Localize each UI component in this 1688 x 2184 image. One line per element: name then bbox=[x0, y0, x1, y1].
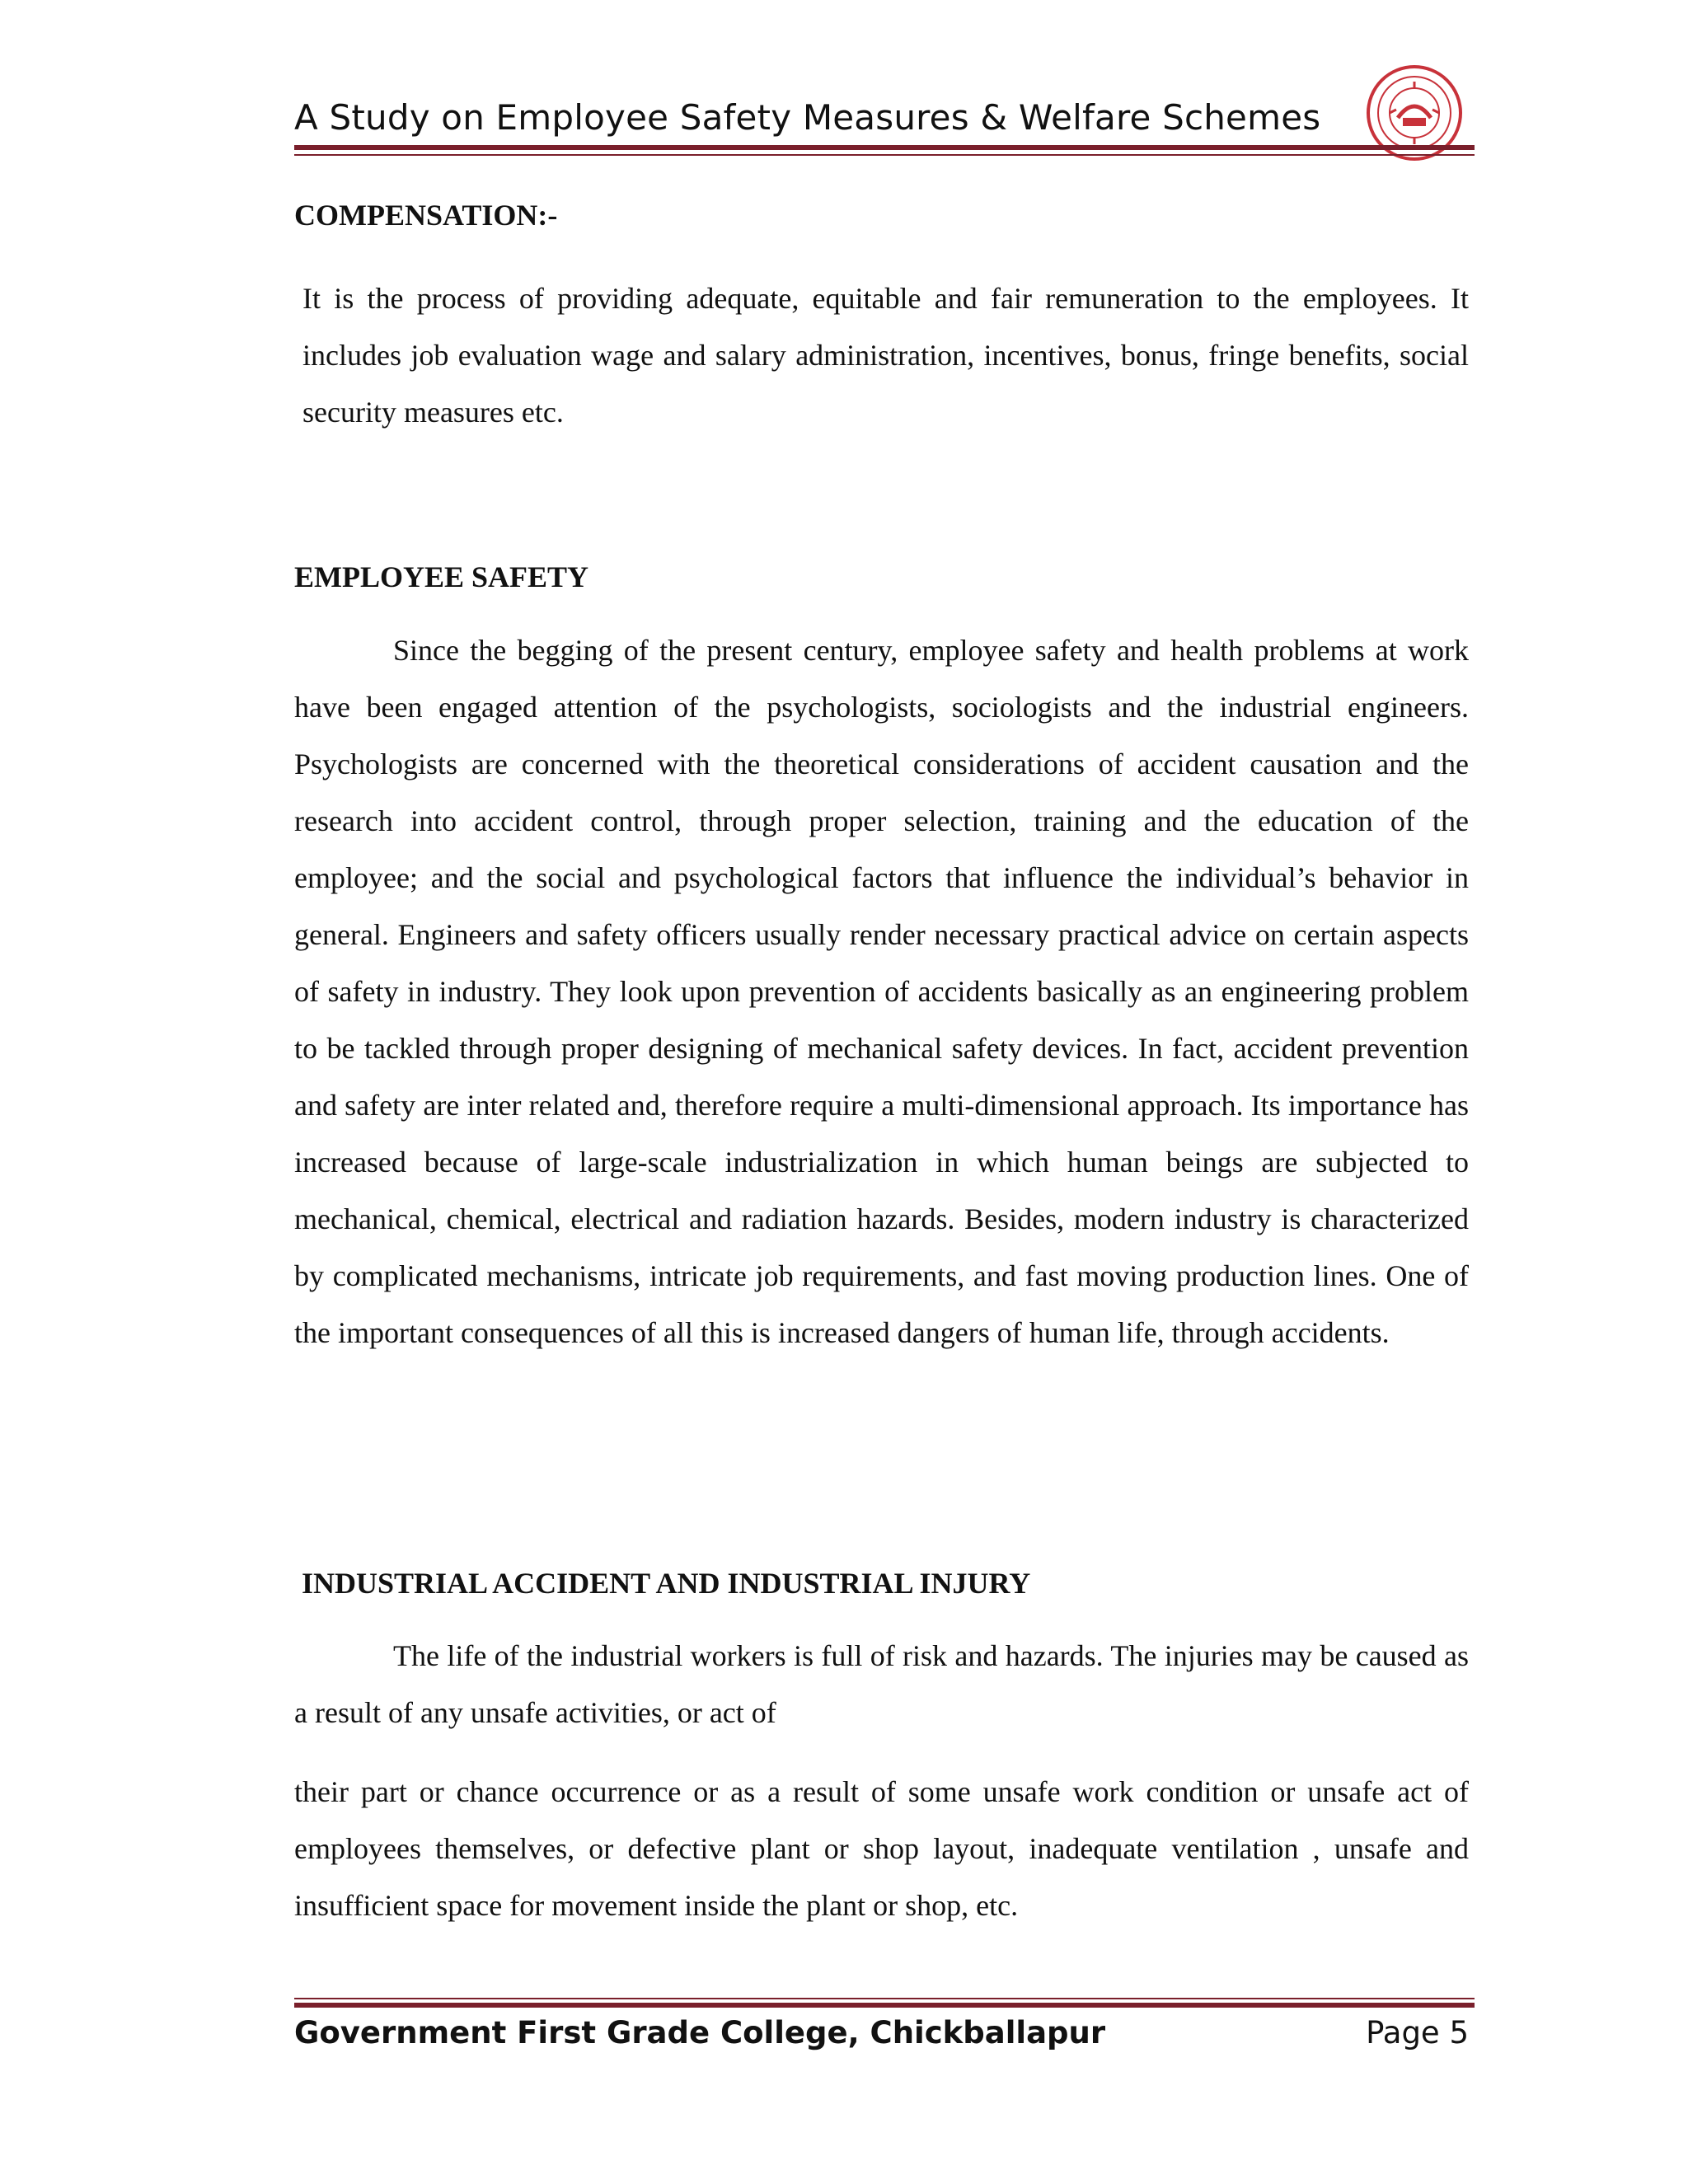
industrial-accident-heading: INDUSTRIAL ACCIDENT AND INDUSTRIAL INJURY bbox=[302, 1567, 1031, 1600]
header-rule-thin bbox=[294, 154, 1475, 156]
footer-page-number: Page 5 bbox=[1366, 2015, 1469, 2050]
compensation-heading: COMPENSATION:- bbox=[294, 199, 558, 232]
footer-college-name: Government First Grade College, Chickballapur bbox=[294, 2015, 1106, 2050]
employee-safety-paragraph: Since the begging of the present century, employee safety and health problems at work have been engaged attention of the psychologists, sociologists and the industrial engineers. Psychologists are concerned with the theoretical considerations of accident causation and the research into accident control, through proper selection, training and the education of the employee; and the social and psychological factors that influence the individual’s behavior in general. Engineers and safety officers usually render necessary practical advice on certain aspects of safety in industry. They look upon prevention of accidents basically as an engineering problem to be tackled through proper designing of mechanical safety devices. In fact, accident prevention and safety are inter related and, therefore require a multi-dimensional approach. Its importance has increased because of large-scale industrialization in which human beings are subjected to mechanical, chemical, electrical and radiation hazards. Besides, modern industry is characterized by complicated mechanisms, intricate job requirements, and fast moving production lines. One of the important consequences of all this is increased dangers of human life, through accidents. bbox=[294, 634, 1469, 1349]
employee-safety-heading: EMPLOYEE SAFETY bbox=[294, 560, 589, 593]
header-rule-thick bbox=[294, 145, 1475, 150]
compensation-paragraph: It is the process of providing adequate, equitable and fair remuneration to the employees. It includes job evaluation wage and salary administration, incentives, bonus, fringe benefits, social security measures etc. bbox=[302, 282, 1469, 429]
footer-rule-thick bbox=[294, 2003, 1475, 2008]
footer-rule-thin bbox=[294, 1998, 1475, 1999]
industrial-accident-paragraph-1: The life of the industrial workers is full of risk and hazards. The injuries may be caused as a result of any unsafe activities, or act of bbox=[294, 1639, 1469, 1729]
running-header-title: A Study on Employee Safety Measures & Welfare Schemes bbox=[294, 97, 1321, 138]
industrial-accident-paragraph-2: their part or chance occurrence or as a result of some unsafe work condition or unsafe act of employees themselves, or defective plant or shop layout, inadequate ventilation , unsafe and insufficient space for movement inside the plant or shop, etc. bbox=[294, 1775, 1469, 1922]
